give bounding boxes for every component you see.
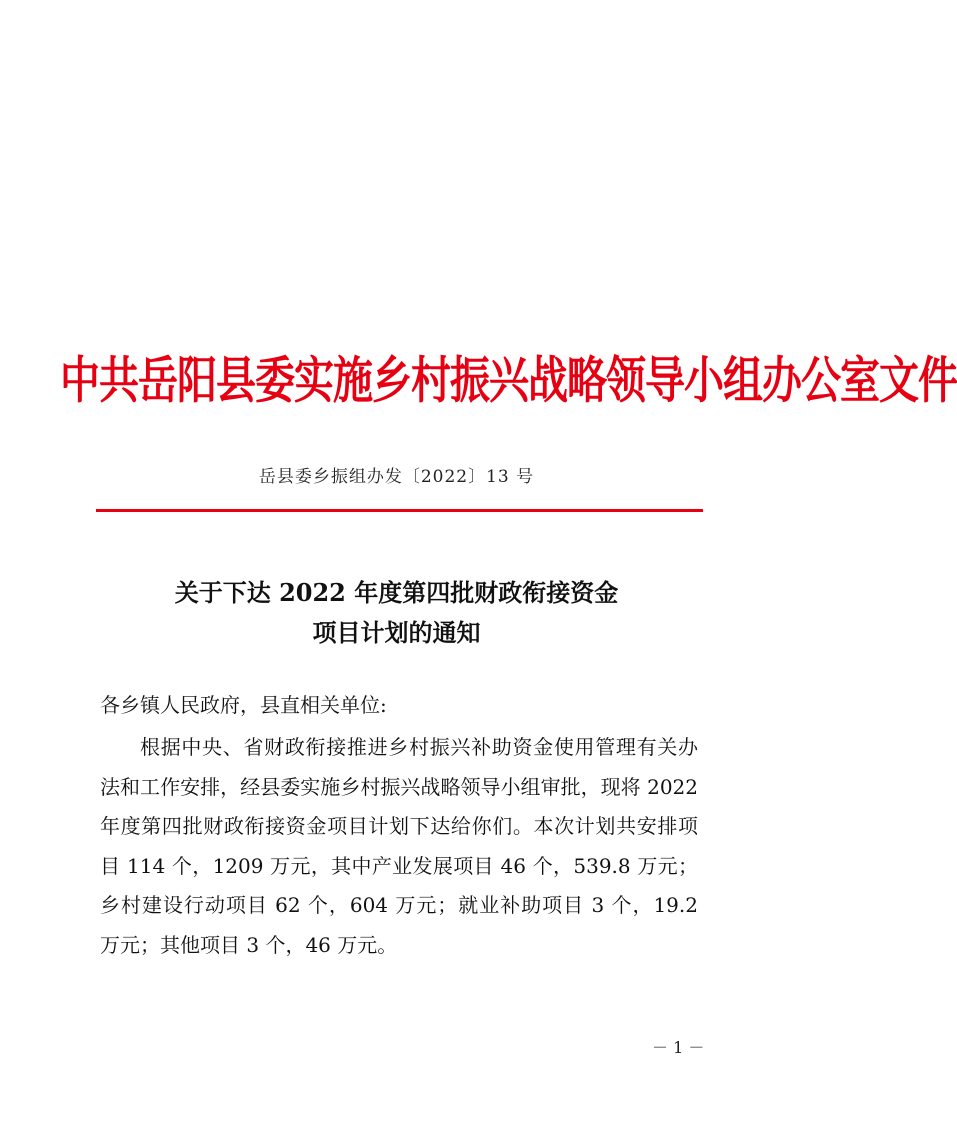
page-number: － 1 － [652, 1038, 705, 1057]
notice-title [0, 573, 793, 653]
document-number: 岳县委乡振组办发〔2022〕13 号 [258, 467, 535, 487]
salutation: 各乡镇人民政府，县直相关单位: [100, 693, 387, 717]
notice-title-line-2: 项目计划的通知 [312, 618, 481, 647]
document-header-title: 中共岳阳县委实施乡村振兴战略领导小组办公室文件 [60, 352, 957, 410]
header-divider [96, 509, 703, 512]
notice-title-line-1: 关于下达 2022 年度第四批财政衔接资金 [174, 578, 619, 607]
body-paragraph: 根据中央、省财政衔接推进乡村振兴补助资金使用管理有关办法和工作安排，经县委实施乡村振兴战略领导小组审批，现将 2022 年度第四批财政衔接资金项目计划下达给你们。本次计划共安排项目 114 个，1209 万元，其中产业发展项目 46 个，539.8 万元；乡村建设行动项目 62 个，604 万元；就业补助项目 3 个，19.2 万元；其他项目 3 个，46 万元。 [100, 735, 698, 957]
